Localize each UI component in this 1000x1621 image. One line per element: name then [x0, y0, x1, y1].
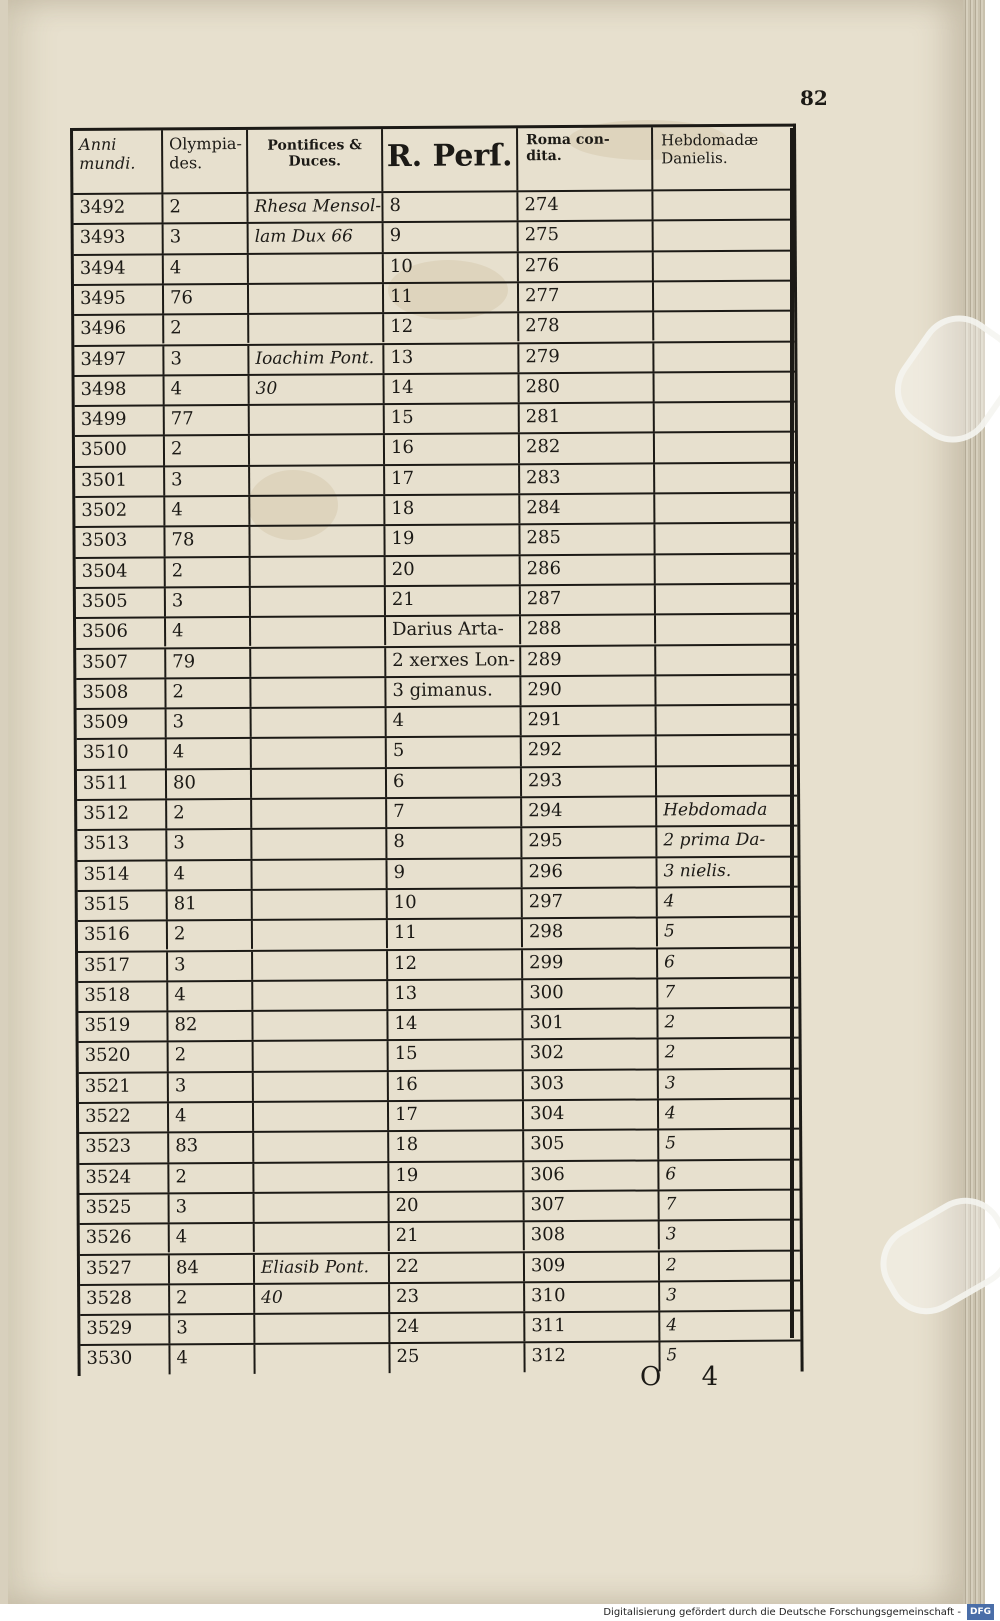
cell-roma-condita: 312: [525, 1343, 660, 1372]
table-row: [73, 189, 793, 224]
page-edges: [963, 0, 985, 1604]
cell-reges-persarum: 10: [384, 253, 519, 282]
cell-pontifices: [254, 1102, 389, 1131]
table-row: [78, 885, 798, 920]
cell-anni-mundi: 3528: [80, 1285, 170, 1314]
cell-olympiades: 2: [165, 436, 250, 465]
cell-pontifices: [255, 1223, 390, 1252]
cell-pontifices: [250, 435, 385, 464]
cell-pontifices: [250, 466, 385, 495]
cell-reges-persarum: 11: [384, 283, 519, 312]
cell-pontifices: [251, 617, 386, 646]
cell-hebdomadae: 3: [664, 1073, 676, 1094]
cell-roma-condita: 289: [521, 646, 656, 675]
cell-reges-persarum: 20: [390, 1192, 525, 1221]
cell-hebdomadae: 2: [664, 1042, 676, 1063]
cell-olympiades: 3: [170, 1315, 255, 1344]
cell-hebdomadae: [654, 312, 794, 341]
cell-anni-mundi: 3529: [80, 1316, 170, 1345]
cell-pontifices: [253, 890, 388, 919]
cell-pontifices: [252, 829, 387, 858]
cell-reges-persarum: 14: [388, 1010, 523, 1039]
cell-reges-persarum: 16: [389, 1071, 524, 1100]
cell-olympiades: 81: [168, 891, 253, 920]
cell-pontifices: Ioachim Pont.: [249, 345, 384, 374]
cell-hebdomadae: [653, 191, 793, 220]
cell-olympiades: 4: [168, 982, 253, 1011]
cell-olympiades: 79: [166, 648, 251, 677]
dfg-logo: DFG: [967, 1604, 994, 1620]
table-row: [74, 249, 794, 284]
cell-hebdomadae: [657, 736, 797, 765]
cell-pontifices: [255, 1314, 390, 1343]
cell-hebdomadae: 7: [664, 982, 676, 1003]
cell-pontifices: [253, 951, 388, 980]
table-right-rule: [790, 128, 794, 1338]
header-label: Pontifices & Duces.: [267, 137, 362, 170]
cell-pontifices: [254, 1163, 389, 1192]
cell-roma-condita: 284: [520, 494, 655, 523]
cell-pontifices: [249, 284, 384, 313]
cell-olympiades: 3: [168, 951, 253, 980]
table-row: [74, 279, 794, 314]
cell-reges-persarum: 19: [385, 526, 520, 555]
cell-hebdomadae: [654, 281, 794, 310]
cell-pontifices: [255, 1344, 390, 1373]
cell-hebdomadae: 2: [665, 1254, 677, 1275]
table-row: [77, 795, 797, 830]
cell-olympiades: 2: [163, 194, 248, 223]
cell-hebdomadae: [655, 494, 795, 523]
cell-roma-condita: 280: [520, 373, 655, 402]
cell-pontifices: 40: [255, 1284, 390, 1313]
cell-olympiades: 2: [166, 679, 251, 708]
cell-hebdomadae: [654, 251, 794, 280]
table-row: [78, 976, 798, 1011]
cell-reges-persarum: 20: [386, 556, 521, 585]
cell-anni-mundi: 3524: [79, 1164, 169, 1193]
cell-olympiades: 78: [165, 527, 250, 556]
cell-olympiades: 4: [170, 1345, 255, 1374]
cell-anni-mundi: 3530: [80, 1346, 170, 1375]
cell-anni-mundi: 3513: [77, 831, 167, 860]
cell-reges-persarum: Darius Arta-: [386, 616, 521, 645]
cell-pontifices: [252, 708, 387, 737]
cell-anni-mundi: 3507: [76, 649, 166, 678]
cell-hebdomadae: 4: [666, 1315, 678, 1336]
table-row: [79, 1158, 799, 1193]
table-row: [80, 1188, 800, 1223]
cell-anni-mundi: 3492: [73, 194, 163, 223]
cell-reges-persarum: 10: [388, 889, 523, 918]
cell-anni-mundi: 3512: [77, 800, 167, 829]
cell-reges-persarum: 18: [385, 495, 520, 524]
table-row: [75, 370, 795, 405]
folio-number: 82: [800, 86, 828, 110]
cell-roma-condita: 299: [523, 949, 658, 978]
cell-anni-mundi: 3514: [77, 861, 167, 890]
table-row: [80, 1219, 800, 1254]
footer-credit: Digitalisierung gefördert durch die Deutsche Forschungsgemeinschaft -: [603, 1607, 961, 1618]
header-pontifices: [248, 129, 383, 192]
cell-roma-condita: 306: [524, 1161, 659, 1190]
cell-hebdomadae: [655, 463, 795, 492]
cell-pontifices: [252, 738, 387, 767]
table-row: [77, 764, 797, 799]
cell-pontifices: [253, 1011, 388, 1040]
header-olympiades: [163, 130, 248, 193]
table-row: [76, 552, 796, 587]
cell-pontifices: Eliasib Pont.: [255, 1254, 390, 1283]
cell-olympiades: 2: [168, 921, 253, 950]
cell-olympiades: 76: [164, 285, 249, 314]
cell-hebdomadae: 6: [664, 951, 675, 972]
cell-roma-condita: 307: [525, 1191, 660, 1220]
table-row: [79, 1037, 799, 1072]
cell-pontifices: [253, 981, 388, 1010]
cell-reges-persarum: 4: [387, 707, 522, 736]
cell-olympiades: 3: [167, 709, 252, 738]
table-row: [79, 1098, 799, 1133]
cell-hebdomadae: [655, 433, 795, 462]
cell-hebdomadae: [656, 645, 796, 674]
cell-reges-persarum: 13: [388, 980, 523, 1009]
cell-hebdomadae: 2: [664, 1012, 676, 1033]
cell-pontifices: 30: [250, 375, 385, 404]
cell-anni-mundi: 3509: [77, 710, 167, 739]
cell-anni-mundi: 3511: [77, 770, 167, 799]
cell-olympiades: 4: [166, 618, 251, 647]
cell-roma-condita: 286: [521, 555, 656, 584]
cell-pontifices: [254, 1072, 389, 1101]
cell-olympiades: 4: [165, 376, 250, 405]
table-row: [74, 219, 794, 254]
table-row: [78, 946, 798, 981]
cell-roma-condita: 297: [523, 888, 658, 917]
cell-hebdomadae: 5: [666, 1345, 678, 1366]
cell-anni-mundi: 3503: [75, 528, 165, 557]
header-label: Anni mundi.: [79, 134, 136, 173]
cell-hebdomadae: 3 nielis.: [663, 860, 732, 881]
cell-olympiades: 2: [169, 1163, 254, 1192]
cell-olympiades: 82: [168, 1012, 253, 1041]
cell-anni-mundi: 3505: [76, 588, 166, 617]
cell-roma-condita: 274: [518, 191, 653, 220]
cell-olympiades: 3: [169, 1073, 254, 1102]
cell-roma-condita: 278: [519, 313, 654, 342]
cell-anni-mundi: 3496: [74, 316, 164, 345]
cell-roma-condita: 276: [519, 252, 654, 281]
cell-reges-persarum: 9: [387, 859, 522, 888]
cell-pontifices: [253, 920, 388, 949]
cell-olympiades: 77: [165, 406, 250, 435]
cell-pontifices: [252, 799, 387, 828]
table-row: [77, 704, 797, 739]
table-row: [78, 1007, 798, 1042]
cell-roma-condita: 285: [520, 525, 655, 554]
cell-pontifices: Rhesa Mensol-: [248, 193, 383, 222]
cell-anni-mundi: 3526: [80, 1225, 170, 1254]
table-row: [79, 1067, 799, 1102]
cell-anni-mundi: 3519: [78, 1013, 168, 1042]
header-roma-condita: [518, 127, 653, 190]
cell-anni-mundi: 3515: [78, 891, 168, 920]
cell-olympiades: 3: [166, 588, 251, 617]
cell-roma-condita: 308: [525, 1222, 660, 1251]
table-row: [75, 401, 795, 436]
cell-pontifices: [250, 526, 385, 555]
cell-olympiades: 83: [169, 1133, 254, 1162]
cell-roma-condita: 298: [523, 919, 658, 948]
cell-reges-persarum: 17: [389, 1101, 524, 1130]
cell-anni-mundi: 3502: [75, 497, 165, 526]
table-row: [78, 916, 798, 951]
cell-reges-persarum: 16: [385, 435, 520, 464]
cell-pontifices: lam Dux 66: [249, 223, 384, 252]
cell-anni-mundi: 3498: [75, 376, 165, 405]
cell-olympiades: 4: [167, 739, 252, 768]
cell-olympiades: 3: [167, 830, 252, 859]
cell-hebdomadae: [654, 221, 794, 250]
cell-pontifices: [250, 496, 385, 525]
table-row: [77, 855, 797, 890]
cell-reges-persarum: 5: [387, 738, 522, 767]
cell-olympiades: 2: [169, 1042, 254, 1071]
cell-hebdomadae: [657, 706, 797, 735]
cell-hebdomadae: 4: [664, 1103, 676, 1124]
cell-pontifices: [251, 678, 386, 707]
cell-roma-condita: 303: [524, 1070, 659, 1099]
cell-anni-mundi: 3516: [78, 922, 168, 951]
cell-hebdomadae: Hebdomada: [663, 799, 768, 821]
cell-olympiades: 4: [164, 255, 249, 284]
cell-roma-condita: 279: [519, 343, 654, 372]
cell-pontifices: [254, 1041, 389, 1070]
table-row: [75, 492, 795, 527]
cell-anni-mundi: 3501: [75, 467, 165, 496]
cell-roma-condita: 283: [520, 464, 655, 493]
cell-anni-mundi: 3504: [76, 558, 166, 587]
cell-hebdomadae: 6: [665, 1163, 677, 1184]
header-label: Hebdomadæ Danielis.: [661, 130, 759, 168]
cell-roma-condita: 300: [523, 979, 658, 1008]
cell-roma-condita: 310: [525, 1282, 660, 1311]
cell-reges-persarum: 19: [389, 1162, 524, 1191]
cell-roma-condita: 309: [525, 1252, 660, 1281]
cell-reges-persarum: 15: [389, 1041, 524, 1070]
table-row: [80, 1279, 800, 1314]
cell-reges-persarum: 15: [385, 404, 520, 433]
cell-anni-mundi: 3525: [80, 1194, 170, 1223]
cell-roma-condita: 296: [522, 858, 657, 887]
cell-hebdomadae: 3: [666, 1285, 678, 1306]
cell-anni-mundi: 3527: [80, 1255, 170, 1284]
cell-anni-mundi: 3522: [79, 1103, 169, 1132]
table-row: [74, 340, 794, 375]
cell-olympiades: 84: [170, 1254, 255, 1283]
cell-roma-condita: 305: [524, 1131, 659, 1160]
cell-olympiades: 3: [164, 345, 249, 374]
cell-olympiades: 4: [167, 860, 252, 889]
cell-hebdomadae: 3: [665, 1224, 677, 1245]
cell-anni-mundi: 3499: [75, 407, 165, 436]
cell-olympiades: 2: [166, 557, 251, 586]
header-hebdomadae: [653, 127, 793, 190]
cell-roma-condita: 302: [524, 1040, 659, 1069]
cell-olympiades: 2: [164, 315, 249, 344]
cell-pontifices: [250, 405, 385, 434]
cell-hebdomadae: 5: [665, 1133, 677, 1154]
cell-anni-mundi: 3500: [75, 437, 165, 466]
cell-olympiades: 4: [165, 497, 250, 526]
cell-pontifices: [254, 1132, 389, 1161]
cell-roma-condita: 294: [522, 797, 657, 826]
cell-hebdomadae: [654, 342, 794, 371]
cell-reges-persarum: 22: [390, 1253, 525, 1282]
cell-pontifices: [251, 648, 386, 677]
header-label: Roma con-dita.: [526, 131, 610, 165]
header-label: R. Perſ.: [386, 138, 513, 175]
cell-anni-mundi: 3523: [79, 1134, 169, 1163]
cell-anni-mundi: 3521: [79, 1073, 169, 1102]
cell-reges-persarum: 24: [390, 1313, 525, 1342]
header-anni-mundi: [73, 130, 163, 193]
cell-roma-condita: 293: [522, 767, 657, 796]
cell-reges-persarum: 14: [385, 374, 520, 403]
cell-reges-persarum: 12: [384, 313, 519, 342]
cell-hebdomadae: 4: [663, 891, 675, 912]
cell-hebdomadae: [655, 403, 795, 432]
cell-reges-persarum: 23: [390, 1283, 525, 1312]
cell-anni-mundi: 3497: [74, 346, 164, 375]
table-row: [80, 1249, 800, 1284]
table-row: [77, 825, 797, 860]
cell-olympiades: 2: [167, 800, 252, 829]
cell-reges-persarum: 8: [387, 829, 522, 858]
cell-roma-condita: 304: [524, 1100, 659, 1129]
cell-anni-mundi: 3495: [74, 285, 164, 314]
signature-mark: O 4: [640, 1362, 735, 1392]
cell-pontifices: [249, 314, 384, 343]
cell-olympiades: 80: [167, 770, 252, 799]
cell-roma-condita: 275: [519, 222, 654, 251]
cell-olympiades: 3: [165, 467, 250, 496]
cell-hebdomadae: 5: [663, 921, 675, 942]
header-reges-persarum: [383, 128, 518, 191]
cell-hebdomadae: [655, 372, 795, 401]
cell-roma-condita: 288: [521, 616, 656, 645]
cell-roma-condita: 311: [525, 1313, 660, 1342]
cell-pontifices: [251, 587, 386, 616]
cell-reges-persarum: 21: [386, 586, 521, 615]
cell-roma-condita: 277: [519, 282, 654, 311]
cell-anni-mundi: 3518: [78, 982, 168, 1011]
table-row: [76, 673, 796, 708]
table-row: [79, 1128, 799, 1163]
table-row: [75, 461, 795, 496]
cell-hebdomadae: 2 prima Da-: [663, 830, 766, 851]
cell-anni-mundi: 3517: [78, 952, 168, 981]
cell-hebdomadae: [656, 584, 796, 613]
cell-pontifices: [252, 769, 387, 798]
table-row: [76, 582, 796, 617]
cell-roma-condita: 287: [521, 585, 656, 614]
cell-roma-condita: 291: [522, 707, 657, 736]
cell-reges-persarum: 21: [390, 1222, 525, 1251]
cell-anni-mundi: 3520: [79, 1043, 169, 1072]
cell-reges-persarum: 13: [384, 344, 519, 373]
cell-olympiades: 4: [170, 1224, 255, 1253]
table-row: [76, 613, 796, 648]
table-row: [76, 643, 796, 678]
cell-reges-persarum: 18: [389, 1132, 524, 1161]
cell-reges-persarum: 2 xerxes Lon-: [386, 647, 521, 676]
cell-pontifices: [249, 254, 384, 283]
cell-reges-persarum: 3 gimanus.: [386, 677, 521, 706]
header-label: Olympia-des.: [169, 133, 242, 173]
cell-olympiades: 2: [170, 1285, 255, 1314]
table-row: [75, 522, 795, 557]
cell-reges-persarum: 17: [385, 465, 520, 494]
digitization-footer: [0, 1604, 1000, 1620]
cell-hebdomadae: [655, 524, 795, 553]
cell-roma-condita: 295: [522, 828, 657, 857]
cell-olympiades: 3: [170, 1194, 255, 1223]
cell-anni-mundi: 3493: [74, 225, 164, 254]
cell-pontifices: [255, 1193, 390, 1222]
cell-reges-persarum: 11: [388, 919, 523, 948]
cell-olympiades: 3: [164, 224, 249, 253]
cell-reges-persarum: 8: [383, 192, 518, 221]
cell-reges-persarum: 9: [384, 223, 519, 252]
cell-roma-condita: 301: [523, 1010, 658, 1039]
cell-hebdomadae: [657, 766, 797, 795]
cell-reges-persarum: 25: [390, 1344, 525, 1373]
chronology-table: [70, 124, 804, 1376]
cell-reges-persarum: 12: [388, 950, 523, 979]
cell-reges-persarum: 7: [387, 798, 522, 827]
cell-anni-mundi: 3494: [74, 255, 164, 284]
cell-anni-mundi: 3508: [76, 679, 166, 708]
cell-anni-mundi: 3510: [77, 740, 167, 769]
table-row: [75, 431, 795, 466]
table-row: [77, 734, 797, 769]
cell-hebdomadae: 7: [665, 1194, 677, 1215]
cell-olympiades: 4: [169, 1103, 254, 1132]
cell-roma-condita: 281: [520, 404, 655, 433]
cell-hebdomadae: [656, 615, 796, 644]
cell-hebdomadae: [656, 675, 796, 704]
cell-roma-condita: 290: [521, 676, 656, 705]
cell-pontifices: [252, 860, 387, 889]
cell-pontifices: [251, 557, 386, 586]
cell-roma-condita: 282: [520, 434, 655, 463]
table-row: [74, 310, 794, 345]
cell-hebdomadae: [656, 554, 796, 583]
cell-anni-mundi: 3506: [76, 619, 166, 648]
table-row: [80, 1310, 800, 1345]
cell-reges-persarum: 6: [387, 768, 522, 797]
cell-roma-condita: 292: [522, 737, 657, 766]
